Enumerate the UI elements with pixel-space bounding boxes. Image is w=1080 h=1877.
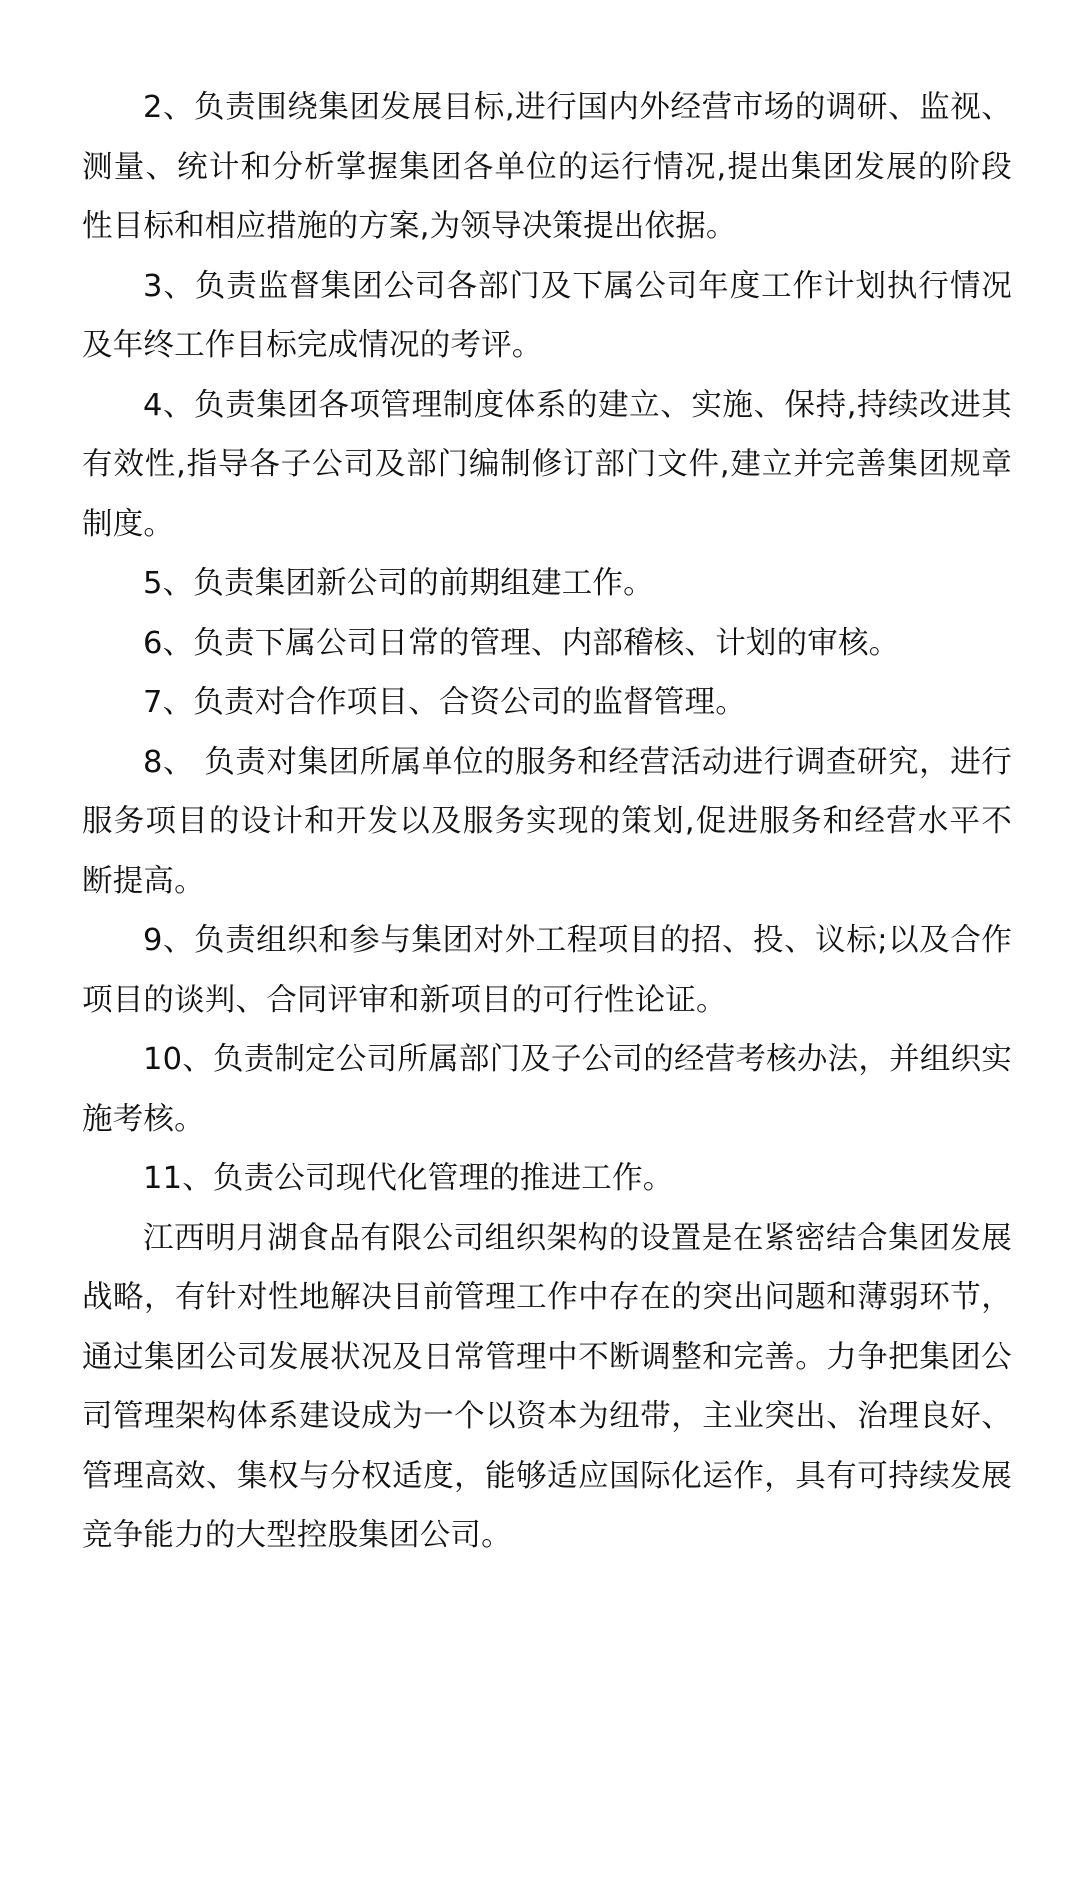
- paragraph-duty-5: 5、负责集团新公司的前期组建工作。: [143, 566, 654, 601]
- document-body: [82, 78, 1012, 1566]
- paragraph-duty-7: 7、负责对合作项目、合资公司的监督管理。: [143, 685, 746, 720]
- paragraph-duty-2: 2、负责围绕集团发展目标,进行国内外经营市场的调研、监视、测量、统计和分析掌握集团各单位的运行情况,提出集团发展的阶段性目标和相应措施的方案,为领导决策提出依据。: [82, 90, 1012, 244]
- paragraph-duty-3: 3、负责监督集团公司各部门及下属公司年度工作计划执行情况及年终工作目标完成情况的考评。: [82, 268, 1012, 363]
- paragraph-summary: 江西明月湖食品有限公司组织架构的设置是在紧密结合集团发展战略，有针对性地解决目前管理工作中存在的突出问题和薄弱环节，通过集团公司发展状况及日常管理中不断调整和完善。力争把集团公司管理架构体系建设成为一个以资本为纽带，主业突出、治理良好、管理高效、集权与分权适度，能够适应国际化运作，具有可持续发展竞争能力的大型控股集团公司。: [82, 1220, 1012, 1553]
- paragraph-duty-6: 6、负责下属公司日常的管理、内部稽核、计划的审核。: [143, 625, 900, 661]
- paragraph-duty-9: 9、负责组织和参与集团对外工程项目的招、投、议标;以及合作项目的谈判、合同评审和新项目的可行性论证。: [82, 923, 1012, 1018]
- paragraph-duty-4: 4、负责集团各项管理制度体系的建立、实施、保持,持续改进其有效性,指导各子公司及部门编制修订部门文件,建立并完善集团规章制度。: [82, 387, 1012, 542]
- paragraph-duty-8: 8、 负责对集团所属单位的服务和经营活动进行调查研究，进行服务项目的设计和开发以及服务实现的策划,促进服务和经营水平不断提高。: [82, 744, 1012, 899]
- paragraph-duty-11: 11、负责公司现代化管理的推进工作。: [143, 1161, 674, 1196]
- paragraph-duty-10: 10、负责制定公司所属部门及子公司的经营考核办法，并组织实施考核。: [82, 1042, 1012, 1137]
